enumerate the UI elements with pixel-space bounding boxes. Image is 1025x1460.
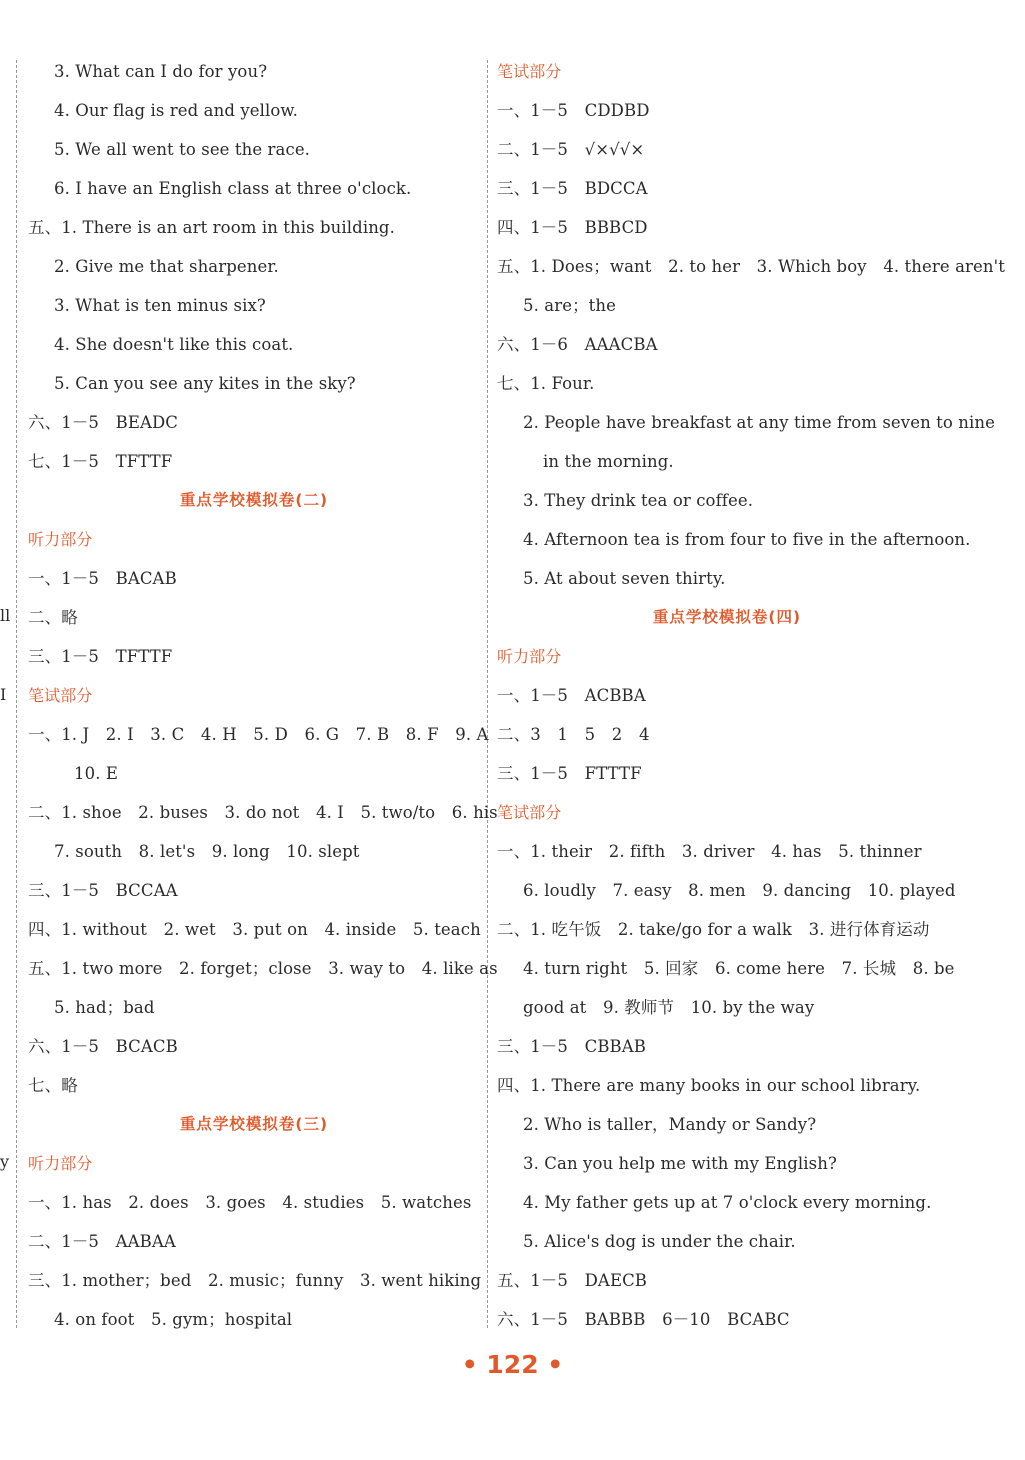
answer-line: 3. They drink tea or coffee. (523, 491, 754, 510)
answer-line: 三、1－5 TFTTF (28, 647, 173, 666)
page-number: • 122 • (461, 1350, 564, 1379)
answer-line: 七、略 (28, 1076, 78, 1095)
section-heading: 听力部分 (497, 647, 562, 666)
answer-line: 五、1. two more 2. forget；close 3. way to 4. like as (28, 959, 498, 978)
answer-line: 4. on foot 5. gym；hospital (54, 1310, 293, 1329)
answer-line: 一、1－5 BACAB (28, 569, 177, 588)
margin-fragment: y (0, 1152, 10, 1171)
section-heading: 听力部分 (28, 1154, 93, 1173)
answer-line: 5. are；the (523, 296, 616, 315)
exam-title: 重点学校模拟卷(二) (179, 491, 329, 509)
answer-line: 六、1－5 BCACB (28, 1037, 178, 1056)
answer-line: 六、1－6 AAACBA (497, 335, 658, 354)
section-heading: 笔试部分 (497, 62, 562, 81)
answer-line: 5. We all went to see the race. (54, 140, 311, 159)
answer-line: 3. What is ten minus six? (54, 296, 266, 315)
answer-line: 五、1. Does；want 2. to her 3. Which boy 4. there aren't (497, 257, 1005, 276)
answer-line: 二、3 1 5 2 4 (497, 725, 650, 744)
answer-line: 三、1. mother；bed 2. music；funny 3. went hiking (28, 1271, 482, 1290)
answer-line: 一、1. J 2. I 3. C 4. H 5. D 6. G 7. B 8. F 9. A (28, 725, 489, 744)
answer-line: 三、1－5 CBBAB (497, 1037, 647, 1056)
exam-title: 重点学校模拟卷(三) (179, 1115, 329, 1133)
answer-line: 6. loudly 7. easy 8. men 9. dancing 10. played (523, 881, 956, 900)
answer-line: 4. My father gets up at 7 o'clock every morning. (523, 1193, 932, 1212)
answer-line: 七、1－5 TFTTF (28, 452, 173, 471)
answer-line: 一、1－5 CDDBD (497, 101, 650, 120)
answer-line: 5. At about seven thirty. (523, 569, 726, 588)
answer-line: 三、1－5 BCCAA (28, 881, 178, 900)
answer-line: 5. Alice's dog is under the chair. (523, 1232, 796, 1251)
answer-line: 2. Give me that sharpener. (54, 257, 279, 276)
answer-line: 五、1－5 DAECB (497, 1271, 648, 1290)
answer-line: 3. Can you help me with my English? (523, 1154, 837, 1173)
exam-title: 重点学校模拟卷(四) (652, 608, 802, 626)
margin-fragment: ll (0, 606, 11, 625)
answer-line: 二、1. 吃午饭 2. take/go for a walk 3. 进行体育运动 (497, 920, 930, 939)
answer-line: 7. south 8. let's 9. long 10. slept (54, 842, 360, 861)
section-heading: 笔试部分 (28, 686, 93, 705)
answer-line: 二、1. shoe 2. buses 3. do not 4. I 5. two/to 6. his (28, 803, 498, 822)
answer-line: 4. Our flag is red and yellow. (54, 101, 299, 120)
answer-line: 四、1. There are many books in our school library. (497, 1076, 921, 1095)
left-column (28, 52, 498, 1339)
answer-line: 六、1－5 BABBB 6－10 BCABC (497, 1310, 790, 1329)
answer-line: 一、1－5 ACBBA (497, 686, 646, 705)
left-margin-divider (16, 60, 17, 1328)
section-heading: 笔试部分 (497, 803, 562, 822)
answer-line: 二、1－5 AABAA (28, 1232, 176, 1251)
answer-line: 2. People have breakfast at any time from seven to nine (523, 413, 995, 432)
answer-line: 六、1－5 BEADC (28, 413, 179, 432)
answer-line: 四、1. without 2. wet 3. put on 4. inside 5. teach (28, 920, 481, 939)
answer-line: 五、1. There is an art room in this building. (28, 218, 395, 237)
answer-line: 10. E (74, 764, 119, 783)
section-heading: 听力部分 (28, 530, 93, 549)
answer-line: 3. What can I do for you? (54, 62, 268, 81)
answer-line: 4. She doesn't like this coat. (54, 335, 294, 354)
answer-line: 4. turn right 5. 回家 6. come here 7. 长城 8. be (523, 959, 955, 978)
answer-line: 一、1. has 2. does 3. goes 4. studies 5. watches (28, 1193, 472, 1212)
margin-fragment: I (0, 685, 7, 704)
answer-line: 6. I have an English class at three o'clock. (54, 179, 412, 198)
answer-line: 一、1. their 2. fifth 3. driver 4. has 5. thinner (497, 842, 922, 861)
answer-line: in the morning. (543, 452, 674, 471)
column-divider (487, 60, 488, 1328)
answer-line: 四、1－5 BBBCD (497, 218, 648, 237)
answer-line: 5. Can you see any kites in the sky? (54, 374, 356, 393)
answer-line: 二、略 (28, 608, 78, 627)
answer-line: 三、1－5 FTTTF (497, 764, 642, 783)
answer-line: good at 9. 教师节 10. by the way (523, 998, 815, 1017)
answer-line: 二、1－5 √×√√× (497, 140, 645, 159)
answer-line: 4. Afternoon tea is from four to five in the afternoon. (523, 530, 971, 549)
right-column (497, 52, 1005, 1339)
answer-line: 三、1－5 BDCCA (497, 179, 648, 198)
answer-line: 5. had；bad (54, 998, 155, 1017)
answer-line: 2. Who is taller，Mandy or Sandy? (523, 1115, 817, 1134)
answer-line: 七、1. Four. (497, 374, 595, 393)
